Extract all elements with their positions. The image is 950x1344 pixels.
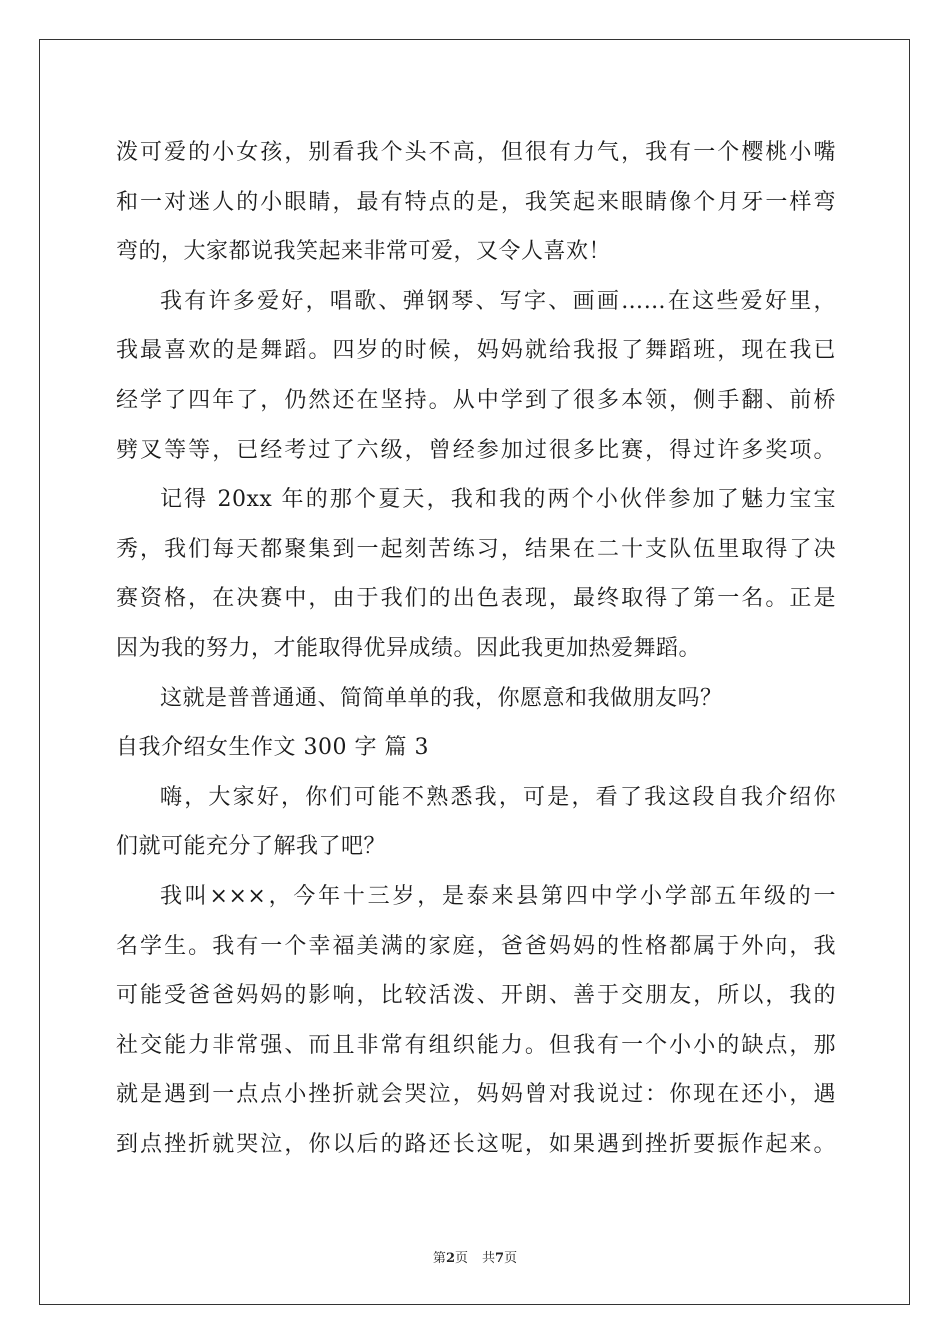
text-line: 我有许多爱好，唱歌、弹钢琴、写字、画画……在这些爱好里， (160, 288, 836, 314)
page-prefix: 第 (432, 1251, 446, 1266)
text-line: 经学了四年了，仍然还在坚持。从中学到了很多本领，侧手翻、前桥 (116, 387, 836, 413)
text-line: 记得 20xx 年的那个夏天，我和我的两个小伙伴参加了魅力宝宝 (160, 487, 836, 513)
text-line: 我叫×××，今年十三岁，是泰来县第四中学小学部五年级的一 (160, 883, 836, 909)
text-line: 赛资格，在决赛中，由于我们的出色表现，最终取得了第一名。正是 (116, 586, 836, 612)
document-body (116, 128, 836, 1169)
text-line: 到点挫折就哭泣，你以后的路还长这呢，如果遇到挫折要振作起来。 (116, 1131, 836, 1157)
text-line: 社交能力非常强、而且非常有组织能力。但我有一个小小的缺点，那 (116, 1032, 836, 1058)
total-suffix: 页 (504, 1251, 518, 1266)
text-line: 弯的，大家都说我笑起来非常可爱，又令人喜欢！ (116, 239, 612, 265)
text-line: 劈叉等等，已经考过了六级，曾经参加过很多比赛，得过许多奖项。 (116, 437, 836, 463)
page-suffix: 页 (454, 1251, 468, 1266)
text-line: 和一对迷人的小眼睛，最有特点的是，我笑起来眼睛像个月牙一样弯 (116, 189, 836, 215)
section-heading: 自我介绍女生作文 300 字 篇 3 (116, 735, 429, 761)
text-line: 就是遇到一点点小挫折就会哭泣，妈妈曾对我说过：你现在还小，遇 (116, 1082, 836, 1108)
text-line: 嗨，大家好，你们可能不熟悉我，可是，看了我这段自我介绍你 (160, 784, 836, 810)
text-line: 我最喜欢的是舞蹈。四岁的时候，妈妈就给我报了舞蹈班，现在我已 (116, 338, 836, 364)
text-line: 可能受爸爸妈妈的影响，比较活泼、开朗、善于交朋友，所以，我的 (116, 983, 836, 1009)
page-footer (0, 1247, 950, 1266)
text-line: 泼可爱的小女孩，别看我个头不高，但很有力气，我有一个樱桃小嘴 (116, 140, 836, 165)
text-line: 们就可能充分了解我了吧？ (116, 834, 387, 860)
total-page-number: 7 (495, 1251, 505, 1266)
text-line: 因为我的努力，才能取得优异成绩。因此我更加热爱舞蹈。 (116, 635, 702, 661)
text-line: 名学生。我有一个幸福美满的家庭，爸爸妈妈的性格都属于外向，我 (116, 933, 836, 959)
text-line: 这就是普普通通、简简单单的我，你愿意和我做朋友吗？ (160, 685, 723, 711)
total-prefix: 共 (482, 1251, 496, 1266)
text-line: 秀，我们每天都聚集到一起刻苦练习，结果在二十支队伍里取得了决 (116, 536, 836, 562)
current-page-number: 2 (445, 1251, 455, 1266)
